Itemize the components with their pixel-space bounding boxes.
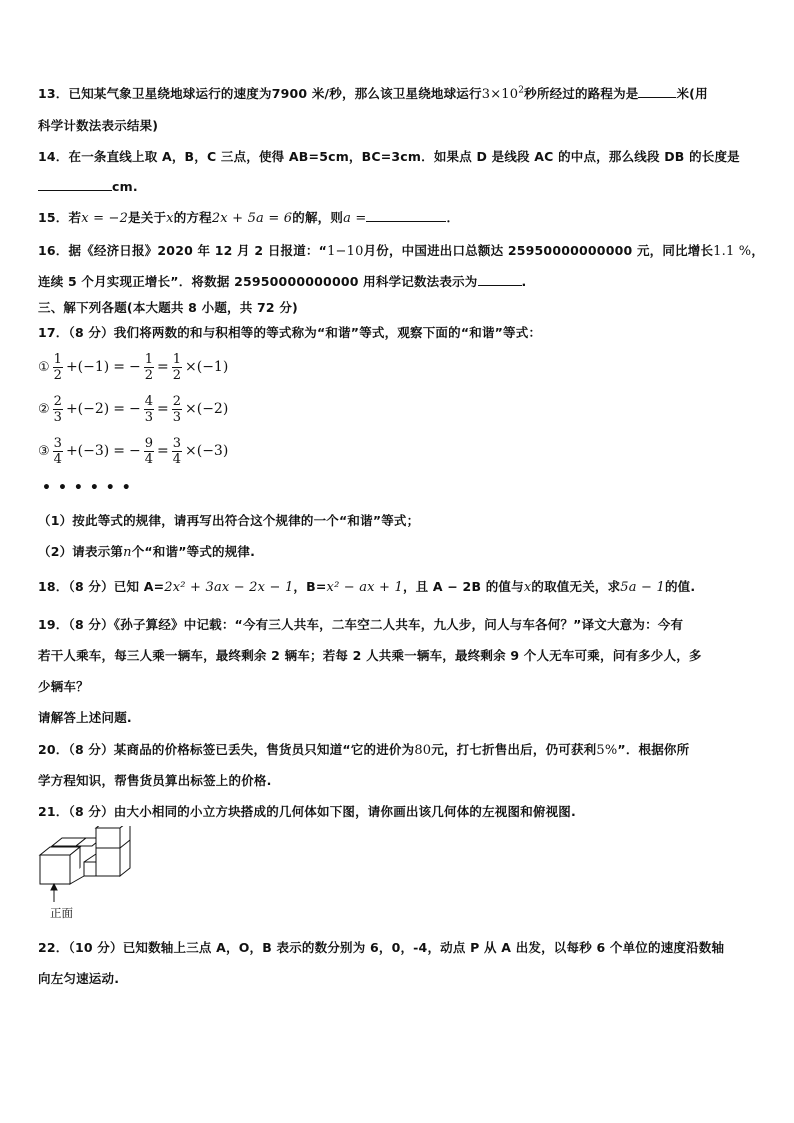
q16-math-1: 1−10: [327, 244, 364, 259]
q22-line2: 向左匀速运动.: [38, 971, 120, 986]
q15-math-1: x = −2: [81, 211, 129, 226]
q19-line3: 少辆车？: [38, 679, 89, 694]
fraction: $\frac{1}{2}$: [53, 351, 62, 383]
equation-number: ①: [38, 359, 50, 375]
q16-line2: 连续 5 个月实现正增长”．将数据 25950000000000 用科学记数法表示为 .: [38, 274, 527, 289]
q19-line2: 若干人乘车，每三人乘一辆车，最终剩余 2 辆车；若每 2 人共乘一辆车，最终剩余 9 个人无车可乘，问有多少人，多: [38, 648, 702, 663]
q15-math-4: a =: [343, 211, 367, 226]
q13-answer-blank[interactable]: [638, 85, 676, 98]
q17-intro: 17．（8 分）我们将两数的和与积相等的等式称为“和谐”等式，观察下面的“和谐”等式：: [38, 325, 542, 340]
q13-math: $3\times 10^2$: [481, 85, 525, 102]
q13-text-a: 13．已知某气象卫星绕地球运行的速度为7900 米/秒，那么该卫星绕地球运行: [38, 86, 482, 101]
fraction: $\frac{3}{4}$: [53, 435, 62, 467]
q18-math-B: x² − ax + 1: [326, 580, 403, 595]
q13-text-b: 秒所经过的路程为是: [524, 86, 639, 101]
q16-answer-blank[interactable]: [478, 273, 522, 286]
fraction: $\frac{2}{3}$: [53, 393, 62, 425]
q17-ellipsis: ••••••: [42, 480, 138, 496]
q19-line1: 19．（8 分）《孙子算经》中记载：“今有三人共车，二车空二人共车，九人步，问人与车各何？”译文大意为：今有: [38, 617, 684, 632]
fraction: $\frac{3}{4}$: [172, 435, 181, 467]
q16-line1: 16．据《经济日报》2020 年 12 月 2 日报道：“1−10月份，中国进出口总额达 25950000000000 元，同比增长1.1 %，: [38, 243, 765, 259]
q20-line1: 20．（8 分）某商品的价格标签已丢失，售货员只知道“它的进价为80元，打七折售出后，仍可获利5%”．根据你所: [38, 742, 690, 758]
q13-line1: [38, 84, 708, 102]
q17-part2: （2）请表示第n个“和谐”等式的规律.: [38, 544, 256, 560]
harmony-equation-2: ② $\frac{2}{3}$ +(−2) = − $\frac{4}{3}$ = $\frac{2}{3}$ ×(−2): [38, 393, 229, 425]
harmony-equation-3: ③ $\frac{3}{4}$ +(−3) = − $\frac{9}{4}$ = $\frac{3}{4}$ ×(−3): [38, 435, 229, 467]
fraction: $\frac{4}{3}$: [144, 393, 153, 425]
fraction: $\frac{1}{2}$: [172, 351, 181, 383]
q16-math-2: 1.1 %: [713, 244, 752, 259]
q18-math-A: 2x² + 3ax − 2x − 1: [164, 580, 294, 595]
q18-line: 18．（8 分）已知 A=2x² + 3ax − 2x − 1，B=x² − ax + 1，且 A − 2B 的值与x的取值无关，求5a − 1的值.: [38, 579, 696, 595]
q15-line: 15．若x = −2是关于x的方程2x + 5a = 6的解，则a = ．: [38, 210, 460, 226]
harmony-equation-1: ① $\frac{1}{2}$ +(−1) = − $\frac{1}{2}$ = $\frac{1}{2}$ ×(−1): [38, 351, 229, 383]
equation-number: ②: [38, 401, 50, 417]
cube-stack-figure: [36, 826, 136, 902]
section-heading: 三、解下列各题(本大题共 8 小题，共 72 分): [38, 300, 298, 315]
fraction: $\frac{1}{2}$: [144, 351, 153, 383]
q14-line1: 14．在一条直线上取 A，B，C 三点，使得 AB=5cm，BC=3cm．如果点 D 是线段 AC 的中点，那么线段 DB 的长度是: [38, 149, 740, 164]
equation-number: ③: [38, 443, 50, 459]
q22-line1: 22．（10 分）已知数轴上三点 A，O，B 表示的数分别为 6，0，-4，动点 P 从 A 出发，以每秒 6 个单位的速度沿数轴: [38, 940, 725, 955]
figure-label-front: 正面: [50, 906, 73, 920]
q20-line2: 学方程知识，帮售货员算出标签上的价格.: [38, 773, 272, 788]
fraction: $\frac{9}{4}$: [144, 435, 153, 467]
q17-part1: （1）按此等式的规律，请再写出符合这个规律的一个“和谐”等式；: [38, 513, 420, 528]
q13-text-c: 米(用: [676, 86, 708, 101]
q19-line4: 请解答上述问题.: [38, 710, 132, 725]
q14-line2: cm.: [38, 178, 138, 194]
q15-math-2: x: [166, 211, 174, 226]
q13-line2: 科学计数法表示结果): [38, 118, 159, 133]
q15-math-3: 2x + 5a = 6: [211, 211, 293, 226]
q21-line1: 21．（8 分）由大小相同的小立方块搭成的几何体如下图，请你画出该几何体的左视图和俯视图.: [38, 804, 576, 819]
fraction: $\frac{2}{3}$: [172, 393, 181, 425]
q15-answer-blank[interactable]: [366, 209, 446, 222]
q14-answer-blank[interactable]: [38, 178, 112, 191]
